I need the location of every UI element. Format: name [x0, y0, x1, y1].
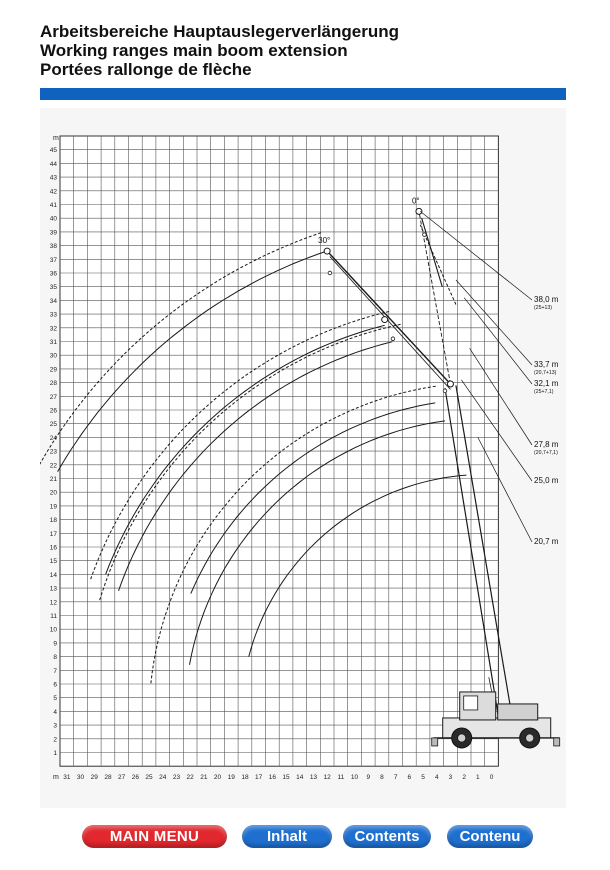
x-tick-label: 7 — [393, 774, 398, 782]
boom-tip-pulley — [382, 317, 388, 323]
y-tick-label: 21 — [49, 476, 57, 483]
x-tick-label: 14 — [296, 774, 304, 782]
boom-length-label: 33,7 m — [534, 360, 559, 369]
boom-length-label: 20,7 m — [534, 537, 559, 546]
y-tick-label: 28 — [49, 380, 57, 388]
y-tick-label: 13 — [49, 585, 57, 593]
y-tick-label: 2 — [53, 736, 57, 744]
x-tick-label: 6 — [407, 774, 412, 782]
y-tick-label: 22 — [49, 462, 57, 470]
x-tick-label: 16 — [268, 774, 276, 782]
title-block — [40, 22, 399, 79]
crane-outrigger-left — [432, 738, 438, 746]
y-tick-label: 35 — [49, 284, 57, 292]
x-tick-label: 8 — [380, 774, 384, 782]
y-tick-label: 37 — [49, 256, 57, 264]
boom-combo-label: (25+13) — [534, 305, 553, 311]
x-tick-label: 25 — [145, 774, 153, 782]
x-tick-label: 21 — [200, 774, 208, 782]
boom-tip-pulley — [416, 208, 422, 214]
y-tick-label: 17 — [49, 530, 57, 538]
angle-label-0: 0° — [411, 196, 420, 206]
x-tick-label: 28 — [104, 774, 112, 782]
y-tick-label: 9 — [53, 640, 57, 648]
y-unit-label: m — [53, 135, 59, 142]
x-tick-label: 19 — [227, 774, 235, 782]
y-tick-label: 3 — [53, 722, 57, 730]
y-tick-label: 41 — [49, 202, 57, 209]
contenu-button[interactable]: Contenu — [447, 825, 533, 848]
y-tick-label: 25 — [49, 421, 57, 429]
inhalt-button[interactable]: Inhalt — [242, 825, 332, 848]
y-tick-label: 12 — [49, 599, 57, 607]
y-tick-label: 24 — [49, 434, 57, 442]
y-tick-label: 18 — [49, 517, 57, 525]
x-tick-label: 5 — [421, 774, 425, 782]
y-tick-label: 30 — [49, 352, 57, 360]
y-tick-label: 32 — [49, 325, 57, 333]
title-german: Arbeitsbereiche Hauptauslegerverlängerung — [40, 22, 400, 41]
boom-length-label: 27,8 m — [534, 440, 559, 449]
x-tick-label: 4 — [434, 774, 439, 782]
angle-label-30: 30° — [318, 236, 331, 246]
y-tick-label: 38 — [49, 243, 57, 251]
x-tick-label: 20 — [213, 774, 222, 782]
y-tick-label: 1 — [53, 750, 57, 757]
y-tick-label: 26 — [49, 407, 57, 415]
y-tick-label: 19 — [49, 503, 57, 511]
x-tick-label: 30 — [76, 774, 85, 782]
y-tick-label: 31 — [49, 339, 57, 346]
boom-combo-label: (20,7+7,1) — [534, 450, 558, 456]
y-tick-label: 44 — [49, 160, 57, 168]
hook-block — [423, 233, 427, 237]
x-tick-label: 10 — [350, 774, 359, 782]
y-tick-label: 8 — [53, 654, 57, 662]
x-tick-label: 12 — [323, 774, 331, 782]
y-tick-label: 43 — [49, 174, 57, 182]
y-tick-label: 36 — [49, 270, 57, 278]
y-tick-label: 6 — [53, 681, 57, 689]
boom-length-label: 32,1 m — [534, 379, 559, 388]
x-tick-label: 26 — [131, 774, 139, 782]
boom-combo-label: (25+7,1) — [534, 389, 554, 395]
x-tick-label: 24 — [159, 774, 167, 782]
x-tick-label: 22 — [186, 774, 194, 782]
crane-wheel-hub — [458, 734, 466, 742]
y-tick-label: 10 — [49, 626, 57, 634]
main-menu-button[interactable]: MAIN MENU — [82, 825, 227, 848]
y-tick-label: 29 — [49, 366, 57, 374]
y-tick-label: 34 — [49, 297, 57, 305]
hook-block — [443, 389, 447, 393]
boom-length-label: 25,0 m — [534, 476, 559, 485]
boom-tip-pulley — [324, 248, 330, 254]
y-tick-label: 23 — [49, 448, 57, 456]
crane-wheel-hub — [526, 734, 534, 742]
x-tick-label: 27 — [118, 774, 126, 782]
hook-block — [328, 271, 332, 275]
y-tick-label: 39 — [49, 229, 57, 237]
y-tick-label: 40 — [49, 215, 57, 223]
boom-combo-label: (20,7+13) — [534, 370, 557, 376]
x-tick-label: 9 — [366, 774, 371, 782]
x-unit-label: m — [53, 774, 59, 782]
y-tick-label: 7 — [53, 667, 57, 675]
crane-cab-window — [464, 696, 478, 710]
y-tick-label: 16 — [49, 544, 57, 552]
boom-length-label: 38,0 m — [534, 295, 559, 304]
x-tick-label: 18 — [241, 774, 249, 782]
working-range-chart — [40, 108, 566, 808]
x-tick-label: 2 — [462, 774, 466, 782]
x-tick-label: 0 — [489, 774, 494, 782]
working-range-diagram — [40, 108, 566, 808]
x-tick-label: 23 — [172, 774, 181, 782]
y-tick-label: 11 — [50, 613, 57, 620]
x-tick-label: 1 — [476, 774, 480, 782]
crane-counterweight — [498, 704, 538, 720]
y-tick-label: 5 — [53, 695, 57, 703]
title-french: Portées rallonge de flèche — [40, 60, 252, 79]
y-tick-label: 14 — [49, 571, 57, 579]
header-bar — [40, 88, 566, 100]
x-tick-label: 17 — [255, 774, 263, 782]
y-tick-label: 45 — [49, 147, 57, 155]
y-tick-label: 27 — [49, 393, 57, 401]
y-tick-label: 4 — [53, 708, 57, 716]
y-tick-label: 33 — [49, 311, 57, 319]
y-tick-label: 42 — [49, 188, 57, 196]
crane-outrigger-right — [554, 738, 560, 746]
x-tick-label: 29 — [90, 774, 98, 782]
y-tick-label: 20 — [49, 489, 57, 497]
x-tick-label: 15 — [282, 774, 290, 782]
y-tick-label: 15 — [49, 558, 57, 566]
hook-block — [391, 337, 395, 341]
x-tick-label: 31 — [63, 774, 71, 782]
title-english: Working ranges main boom extension — [40, 41, 348, 60]
contents-button[interactable]: Contents — [343, 825, 431, 848]
x-tick-label: 3 — [448, 774, 453, 782]
x-tick-label: 11 — [337, 774, 345, 782]
x-tick-label: 13 — [309, 774, 318, 782]
boom-tip-pulley — [447, 381, 453, 387]
